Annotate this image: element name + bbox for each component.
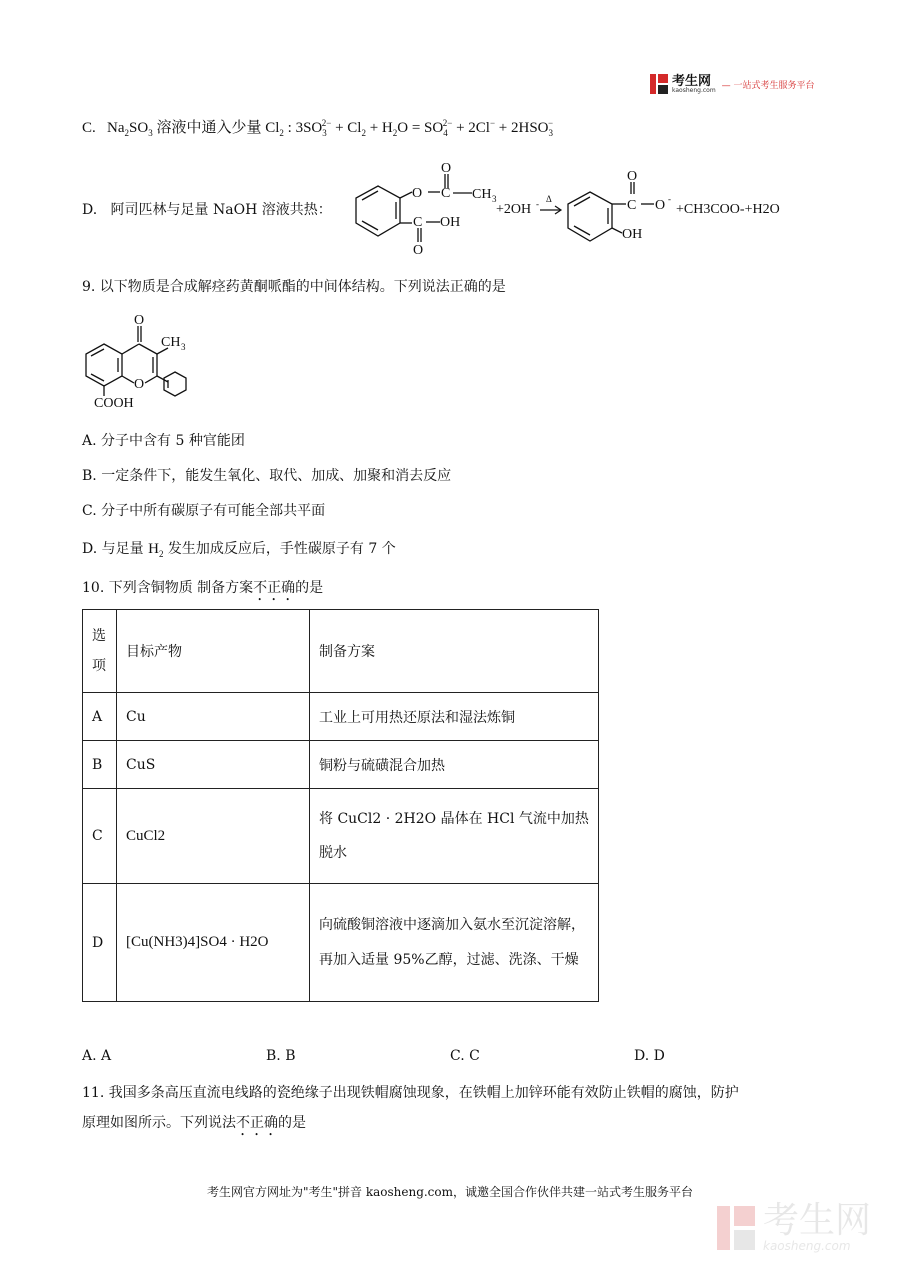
answer-b: B. B	[266, 1048, 296, 1064]
watermark-name: 考生网	[763, 1200, 872, 1241]
label-ch3: CH	[472, 187, 492, 202]
header-cell: 制备方案	[310, 610, 599, 693]
q9-option-a: A. 分子中含有 5 种官能团	[82, 433, 245, 449]
q9-structure-diagram	[82, 308, 202, 413]
kaosheng-watermark-icon	[717, 1206, 755, 1250]
emphasis-text: 不正确	[236, 1115, 278, 1131]
q10-answers	[82, 1048, 702, 1068]
q11-stem-line1: 11. 我国多条高压直流电线路的瓷绝缘子出现铁帽腐蚀现象，在铁帽上加锌环能有效防止铁帽的腐蚀，防护	[82, 1085, 739, 1101]
label-c: C	[413, 215, 423, 230]
q9-option-c: C. 分子中所有碳原子有可能全部共平面	[82, 503, 326, 519]
answer-c: C. C	[450, 1048, 480, 1064]
table-row	[83, 884, 599, 1002]
logo-domain: kaosheng.com	[672, 86, 716, 94]
logo-name: 考生网	[672, 73, 712, 89]
label-o: O	[412, 186, 423, 201]
header-cell: 选项	[83, 610, 117, 693]
q9-option-d: D. 与足量 $H_2$ 发生加成反应后，手性碳原子有 7 个	[82, 541, 396, 559]
label-o: O	[441, 161, 452, 176]
watermark-domain: kaosheng.com	[763, 1239, 851, 1253]
header-slogan: — 一站式考生服务平台	[721, 80, 815, 91]
label-o-minus: O	[655, 198, 666, 213]
table-row	[83, 693, 599, 741]
label-ch3: CH	[161, 335, 181, 350]
label-oh: OH	[622, 227, 643, 242]
option-c-text: 溶液中通入少量	[156, 120, 262, 136]
aspirin-benzene-ring	[356, 174, 472, 242]
label-c: C	[441, 186, 451, 201]
aspirin-reaction-diagram	[350, 160, 800, 260]
page-footer: 考生网官方网址为"考生"拼音 kaosheng.com，诚邀全国合作伙伴共建一站式考生服务平台	[206, 1185, 694, 1199]
q11-stem-line2: 原理如图所示。下列说法不正确的是	[82, 1115, 306, 1131]
watermark-logo	[717, 1200, 872, 1253]
table-row	[83, 789, 599, 884]
cell-option: B	[83, 741, 117, 789]
cell-option: D	[83, 884, 117, 1002]
heat-symbol: Δ	[546, 194, 552, 204]
label-o: O	[413, 243, 424, 258]
header-cell: 目标产物	[117, 610, 310, 693]
cell-option: C	[83, 789, 117, 884]
svg-text:-: -	[536, 199, 539, 209]
header-logo[interactable]	[650, 72, 815, 96]
label-o: O	[627, 169, 638, 184]
reaction-arrow-icon	[540, 206, 561, 214]
option-d-text: 阿司匹林与足量 NaOH 溶液共热：	[110, 202, 332, 218]
label-oh: OH	[440, 215, 461, 230]
answer-a: A. A	[82, 1048, 112, 1064]
cell-plan: 向硫酸铜溶液中逐滴加入氨水至沉淀溶解，再加入适量 95%乙醇，过滤、洗涤、干燥	[310, 884, 599, 1002]
cell-product: [Cu(NH3)4]SO4 · H2O	[117, 884, 310, 1002]
label-ketone-o: O	[134, 313, 145, 328]
label-cooh: COOH	[94, 396, 134, 411]
q9-stem: 9. 以下物质是合成解痉药黄酮哌酯的中间体结构。下列说法正确的是	[82, 279, 506, 295]
cell-product: CuS	[117, 741, 310, 789]
cell-plan: 铜粉与硫磺混合加热	[310, 741, 599, 789]
table-header-row	[83, 610, 599, 693]
cell-plan: 将 CuCl2 · 2H2O 晶体在 HCl 气流中加热脱水	[310, 789, 599, 884]
label-c: C	[627, 198, 637, 213]
q10-stem: 10. 下列含铜物质 制备方案不正确的是	[82, 580, 324, 596]
emphasis-text: 不正确	[253, 580, 296, 596]
cell-option: A	[83, 693, 117, 741]
svg-text:-: -	[668, 194, 671, 204]
option-label: C.	[82, 120, 96, 136]
q10-table	[82, 609, 599, 1002]
q9-option-b: B. 一定条件下，能发生氧化、取代、加成、加聚和消去反应	[82, 468, 452, 484]
q8-option-c: C. $Na_2SO_3$ 溶液中通入少量 $Cl_2$ : $3SO_3^{2-} + Cl_2 + H_2O = SO_4^{2-} + 2Cl^- + 2HSO_3^-$	[82, 118, 554, 138]
reaction-products: +CH3COO-+H2O	[676, 202, 780, 217]
cell-plan: 工业上可用热还原法和湿法炼铜	[310, 693, 599, 741]
table-row	[83, 741, 599, 789]
reagent-hydroxide: +2OH	[496, 202, 532, 217]
svg-text:3: 3	[492, 194, 497, 204]
cell-product: Cu	[117, 693, 310, 741]
kaosheng-logo-icon	[650, 74, 668, 94]
answer-d: D. D	[634, 1048, 665, 1064]
svg-text:3: 3	[181, 342, 186, 352]
cell-product: CuCl2	[117, 789, 310, 884]
option-label: D.	[82, 202, 98, 218]
q8-option-d	[82, 199, 332, 219]
label-ether-o: O	[134, 377, 145, 392]
